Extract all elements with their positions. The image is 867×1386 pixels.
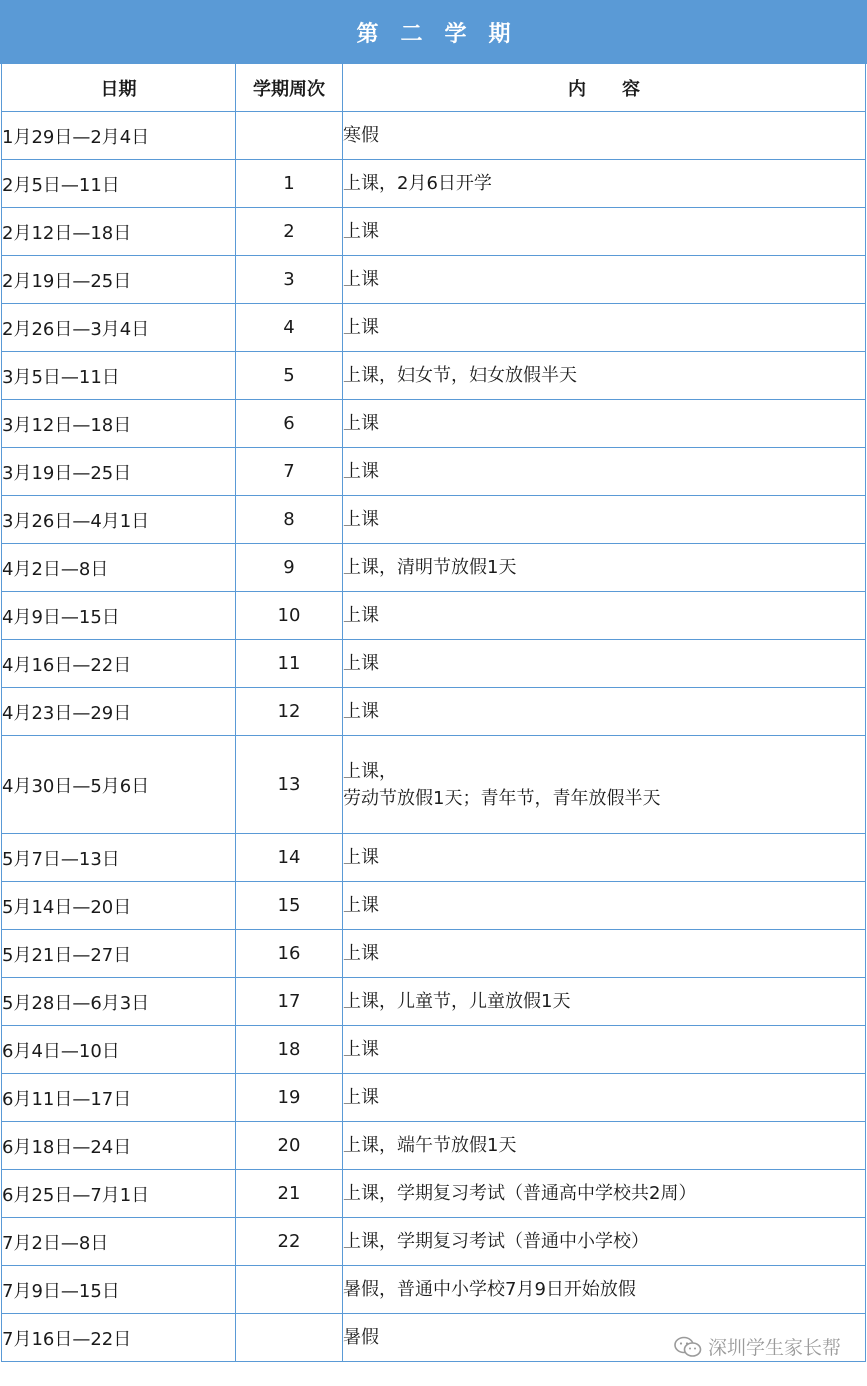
row-content-line: 上课，儿童节，儿童放假1天 [343,991,571,1012]
row-content [343,834,866,882]
row-week: 7 [236,448,343,496]
header-week: 学期周次 [236,64,343,112]
row-content [343,1170,866,1218]
table-row [2,1026,866,1074]
row-date: 6月4日—10日 [2,1026,236,1074]
row-content [343,736,866,834]
table-row [2,882,866,930]
row-content-line: 上课 [343,461,379,482]
row-date: 3月5日—11日 [2,352,236,400]
row-date: 4月2日—8日 [2,544,236,592]
table-row [2,256,866,304]
table-row [2,1122,866,1170]
row-date: 3月19日—25日 [2,448,236,496]
row-content-line: 上课 [343,221,379,242]
row-date: 4月9日—15日 [2,592,236,640]
row-week: 22 [236,1218,343,1266]
header-content [343,64,866,112]
row-week: 13 [236,736,343,834]
row-date: 5月7日—13日 [2,834,236,882]
table-row [2,304,866,352]
row-content [343,1122,866,1170]
row-content-line: 上课 [343,1087,379,1108]
table-row [2,688,866,736]
row-content-line: 上课 [343,269,379,290]
row-week: 19 [236,1074,343,1122]
table-row [2,352,866,400]
row-content-line: 上课，端午节放假1天 [343,1135,517,1156]
row-content [343,930,866,978]
row-week: 21 [236,1170,343,1218]
row-date: 3月12日—18日 [2,400,236,448]
row-date: 2月5日—11日 [2,160,236,208]
row-date: 7月16日—22日 [2,1314,236,1362]
table-row [2,160,866,208]
row-content [343,1074,866,1122]
row-week: 15 [236,882,343,930]
row-week: 18 [236,1026,343,1074]
table-row [2,978,866,1026]
row-content-line: 上课，清明节放假1天 [343,557,517,578]
row-content-line: 上课，2月6日开学 [343,173,492,194]
table-header-row [2,64,866,112]
row-content-line: 上课，妇女节，妇女放假半天 [343,365,577,386]
row-content [343,256,866,304]
row-week: 1 [236,160,343,208]
row-date: 1月29日—2月4日 [2,112,236,160]
row-week: 5 [236,352,343,400]
table-row [2,592,866,640]
row-content [343,592,866,640]
semester-title: 第 二 学 期 [356,21,511,47]
row-date: 4月16日—22日 [2,640,236,688]
watermark-text: 深圳学生家长帮 [707,1337,841,1359]
row-content [343,1218,866,1266]
row-content-line: 上课，学期复习考试（普通中小学校） [343,1231,649,1252]
row-week: 2 [236,208,343,256]
row-week: 4 [236,304,343,352]
row-week [236,1266,343,1314]
table-row [2,930,866,978]
row-content [343,448,866,496]
row-date: 5月28日—6月3日 [2,978,236,1026]
row-date: 7月9日—15日 [2,1266,236,1314]
watermark [674,1333,841,1360]
row-content-line: 上课 [343,943,379,964]
header-content-label: 内 容 [568,78,640,100]
row-content [343,544,866,592]
table-row [2,736,866,834]
row-content [343,640,866,688]
row-content [343,978,866,1026]
row-week: 12 [236,688,343,736]
row-week [236,112,343,160]
semester-title-bar [0,0,867,64]
row-content-line: 上课，学期复习考试（普通高中学校共2周） [343,1183,697,1204]
row-content [343,112,866,160]
table-row [2,1266,866,1314]
row-date: 6月11日—17日 [2,1074,236,1122]
row-content-line: 上课 [343,413,379,434]
row-content-line: 上课 [343,1039,379,1060]
table-row [2,1074,866,1122]
header-date: 日期 [2,64,236,112]
row-content [343,688,866,736]
row-week: 6 [236,400,343,448]
table-row [2,112,866,160]
row-content-line: 上课 [343,701,379,722]
table-row [2,1170,866,1218]
row-week [236,1314,343,1362]
table-row [2,834,866,882]
row-content [343,304,866,352]
row-date: 6月25日—7月1日 [2,1170,236,1218]
row-week: 20 [236,1122,343,1170]
row-date: 2月12日—18日 [2,208,236,256]
table-row [2,640,866,688]
row-content-line: 上课 [343,847,379,868]
schedule-table [1,63,866,1362]
row-content [343,400,866,448]
table-row [2,544,866,592]
row-content-line: 上课 [343,605,379,626]
schedule-rows [2,112,866,1362]
table-row [2,400,866,448]
row-date: 3月26日—4月1日 [2,496,236,544]
row-content [343,1026,866,1074]
table-row [2,208,866,256]
row-date: 5月21日—27日 [2,930,236,978]
row-content-line: 暑假，普通中小学校7月9日开始放假 [343,1279,636,1300]
row-content-line: 暑假 [343,1327,379,1348]
wechat-icon [674,1336,702,1358]
row-content-line: 上课 [343,317,379,338]
row-content-line: 上课 [343,895,379,916]
row-week: 8 [236,496,343,544]
row-week: 11 [236,640,343,688]
row-content [343,352,866,400]
row-content-line: 寒假 [343,125,379,146]
row-date: 4月30日—5月6日 [2,736,236,834]
row-content [343,496,866,544]
row-date: 5月14日—20日 [2,882,236,930]
row-content-line: 劳动节放假1天；青年节，青年放假半天 [343,787,661,809]
row-content-line: 上课， [343,760,397,782]
row-week: 10 [236,592,343,640]
row-content [343,1266,866,1314]
row-date: 6月18日—24日 [2,1122,236,1170]
row-date: 4月23日—29日 [2,688,236,736]
row-week: 9 [236,544,343,592]
table-row [2,1218,866,1266]
row-week: 17 [236,978,343,1026]
row-content-line: 上课 [343,653,379,674]
row-content [343,208,866,256]
row-content [343,160,866,208]
row-week: 14 [236,834,343,882]
row-date: 2月26日—3月4日 [2,304,236,352]
row-content [343,882,866,930]
row-content-line: 上课 [343,509,379,530]
row-week: 3 [236,256,343,304]
table-row [2,448,866,496]
table-row [2,496,866,544]
row-date: 7月2日—8日 [2,1218,236,1266]
row-date: 2月19日—25日 [2,256,236,304]
row-week: 16 [236,930,343,978]
